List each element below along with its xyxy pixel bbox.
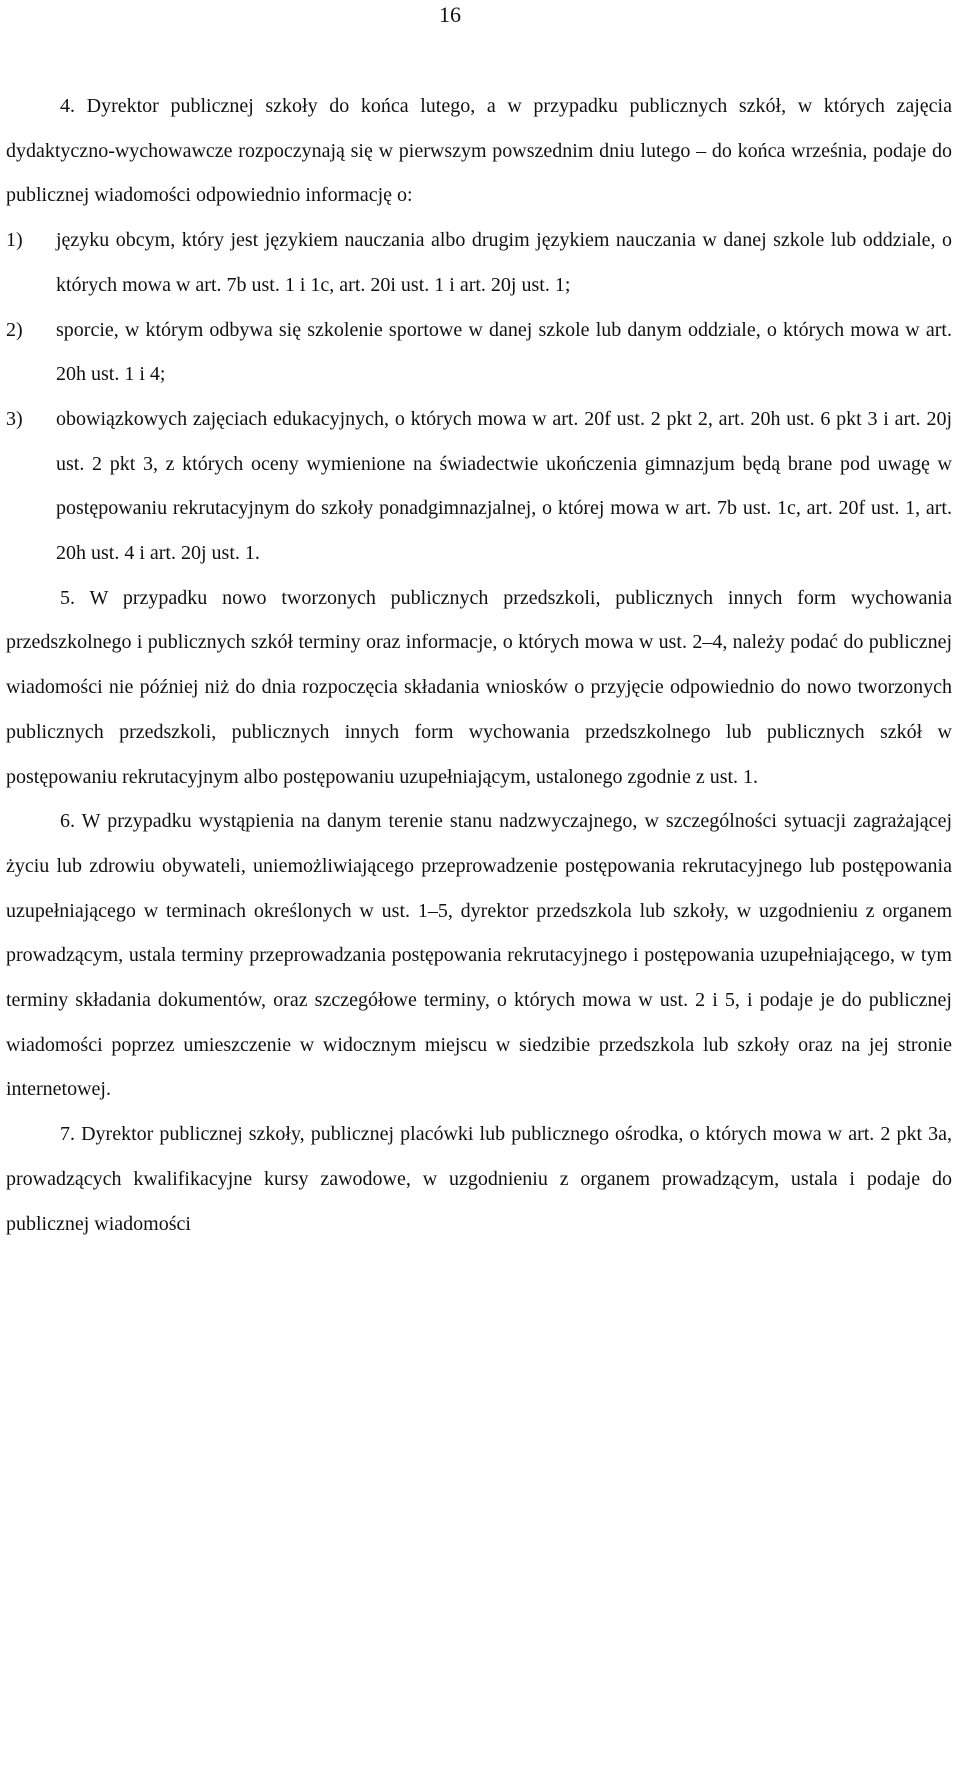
paragraph-6: 6. W przypadku wystąpienia na danym terenie stanu nadzwyczajnego, w szczególności sytuacji zagrażającej życiu lub zdrowiu obywateli, uniemożliwiającego przeprowadzenie postępowania rekrutacyjnego lub postępowania uzupełniającego w terminach określonych w ust. 1–5, dyrektor przedszkola lub szkoły, w uzgodnieniu z organem prowadzącym, ustala terminy przeprowadzania postępowania rekrutacyjnego i postępowania uzupełniającego, w tym terminy składania dokumentów, oraz szczegółowe terminy, o których mowa w ust. 2 i 5, i podaje je do publicznej wiadomości poprzez umieszczenie w widocznym miejscu w siedzibie przedszkola lub szkoły oraz na jej stronie internetowej. [6,810,952,1101]
document-body [6,84,952,1246]
list-item-text: języku obcym, który jest językiem nauczania albo drugim językiem nauczania w danej szkole lub oddziale, o których mowa w art. 7b ust. 1 i 1c, art. 20i ust. 1 i art. 20j ust. 1; [56,229,952,296]
list-item-number: 3) [6,407,23,430]
list-item-number: 2) [6,318,23,341]
paragraph-5: 5. W przypadku nowo tworzonych publicznych przedszkoli, publicznych innych form wychowania przedszkolnego i publicznych szkół terminy oraz informacje, o których mowa w ust. 2–4, należy podać do publicznej wiadomości nie później niż do dnia rozpoczęcia składania wniosków o przyjęcie odpowiednio do nowo tworzonych publicznych przedszkoli, publicznych innych form wychowania przedszkolnego lub publicznych szkół w postępowaniu rekrutacyjnym albo postępowaniu uzupełniającym, ustalonego zgodnie z ust. 1. [6,586,952,788]
paragraph-4-intro: 4. Dyrektor publicznej szkoły do końca lutego, a w przypadku publicznych szkół, w których zajęcia dydaktyczno-wychowawcze rozpoczynają się w pierwszym powszednim dniu lutego – do końca września, podaje do publicznej wiadomości odpowiednio informację o: [6,95,952,207]
list-item-3 [6,397,952,576]
list-item-text: obowiązkowych zajęciach edukacyjnych, o których mowa w art. 20f ust. 2 pkt 2, art. 20h ust. 6 pkt 3 i art. 20j ust. 2 pkt 3, z których oceny wymienione na świadectwie ukończenia gimnazjum będą brane pod uwagę w postępowaniu rekrutacyjnym do szkoły ponadgimnazjalnej, o której mowa w art. 7b ust. 1c, art. 20f ust. 1, art. 20h ust. 4 i art. 20j ust. 1. [56,407,952,565]
list-item-number: 1) [6,229,23,252]
list-item-2 [6,308,952,397]
page-number: 16 [439,2,461,27]
paragraph-7: 7. Dyrektor publicznej szkoły, publicznej placówki lub publicznego ośrodka, o których mowa w art. 2 pkt 3a, prowadzących kwalifikacyjne kursy zawodowe, w uzgodnieniu z organem prowadzącym, ustala i podaje do publicznej wiadomości [6,1123,952,1235]
list-item-1 [6,218,952,307]
list-item-text: sporcie, w którym odbywa się szkolenie sportowe w danej szkole lub danym oddziale, o których mowa w art. 20h ust. 1 i 4; [56,318,952,386]
